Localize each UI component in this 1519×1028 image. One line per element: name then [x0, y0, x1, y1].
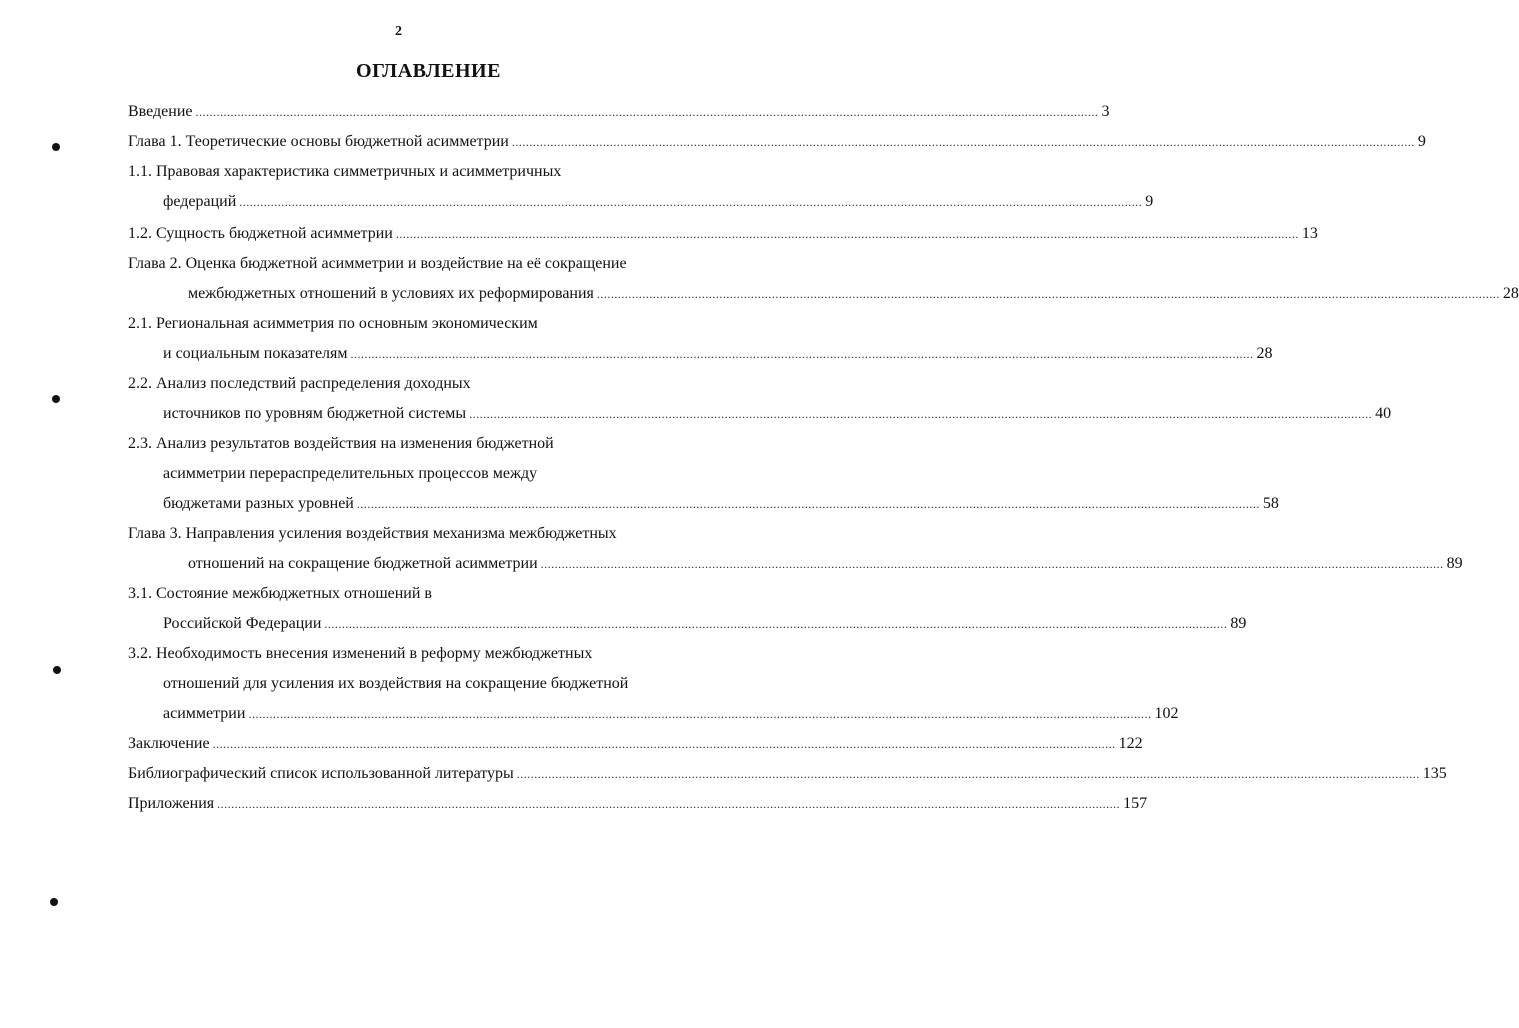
toc-page-number: 122: [1118, 735, 1143, 752]
dot-leader: ..................................................................................................................................................................................................................................................................: [516, 767, 1420, 781]
toc-entry-chapter-3[interactable]: [188, 552, 1463, 576]
toc-entry-section-2-3[interactable]: [163, 492, 1279, 516]
dot-leader: ..................................................................................................................................................................................................................................................................: [324, 617, 1228, 631]
toc-entry-section-3-1[interactable]: [163, 612, 1247, 636]
toc-entry-section-1-2[interactable]: [128, 222, 1318, 246]
toc-entry-text: бюджетами разных уровней: [163, 495, 354, 512]
dot-leader: ..................................................................................................................................................................................................................................................................: [356, 497, 1260, 511]
toc-entry-section-2-1[interactable]: [163, 342, 1273, 366]
dot-leader: ..................................................................................................................................................................................................................................................................: [212, 737, 1116, 751]
toc-entry-introduction[interactable]: [128, 100, 1110, 124]
toc-page-number: 58: [1262, 495, 1279, 512]
toc-entry-chapter-2-line-1: Глава 2. Оценка бюджетной асимметрии и воздействие на её сокращение: [128, 255, 627, 272]
toc-entry-appendices[interactable]: [128, 792, 1148, 816]
dot-leader: ..................................................................................................................................................................................................................................................................: [239, 195, 1143, 209]
toc-entry-section-3-2[interactable]: [163, 702, 1179, 726]
page-number: 2: [395, 24, 402, 39]
toc-entry-2-2-line-1: 2.2. Анализ последствий распределения доходных: [128, 375, 471, 392]
toc-entry-3-2-line-1: 3.2. Необходимость внесения изменений в реформу межбюджетных: [128, 645, 593, 662]
toc-entry-2-3-line-1: 2.3. Анализ результатов воздействия на изменения бюджетной: [128, 435, 554, 452]
toc-entry-section-1-1[interactable]: [163, 190, 1154, 214]
dot-leader: ..................................................................................................................................................................................................................................................................: [540, 557, 1444, 571]
dot-leader: ..................................................................................................................................................................................................................................................................: [350, 347, 1254, 361]
dot-leader: ..................................................................................................................................................................................................................................................................: [248, 707, 1152, 721]
toc-title: [0, 60, 857, 83]
binder-hole-mark: [52, 143, 60, 151]
toc-page-number: 89: [1446, 555, 1463, 572]
toc-entry-text: источников по уровням бюджетной системы: [163, 405, 467, 422]
dot-leader: ..................................................................................................................................................................................................................................................................: [596, 287, 1500, 301]
dot-leader: ..................................................................................................................................................................................................................................................................: [217, 797, 1121, 811]
toc-entry-text: асимметрии: [163, 705, 246, 722]
binder-hole-mark: [53, 666, 61, 674]
toc-title-text: ОГЛАВЛЕНИЕ: [356, 60, 501, 82]
toc-entry-text: межбюджетных отношений в условиях их реформирования: [188, 285, 594, 302]
toc-page-number: 3: [1101, 103, 1110, 120]
dot-leader: ..................................................................................................................................................................................................................................................................: [395, 227, 1299, 241]
toc-page-number: 40: [1375, 405, 1392, 422]
toc-entry-bibliography[interactable]: [128, 762, 1447, 786]
toc-entry-text: Приложения: [128, 795, 215, 812]
binder-hole-mark: [50, 898, 58, 906]
toc-entry-1-1-line-1: 1.1. Правовая характеристика симметричных и асимметричных: [128, 163, 562, 180]
toc-page-number: 135: [1422, 765, 1447, 782]
toc-entry-conclusion[interactable]: [128, 732, 1143, 756]
toc-entry-chapter-1[interactable]: [128, 130, 1426, 154]
toc-entry-chapter-2[interactable]: [188, 282, 1519, 306]
toc-page-number: 9: [1145, 193, 1154, 210]
binder-hole-mark: [52, 395, 60, 403]
toc-entry-text: отношений на сокращение бюджетной асимметрии: [188, 555, 538, 572]
toc-entry-section-2-2[interactable]: [163, 402, 1392, 426]
toc-entry-text: и социальным показателям: [163, 345, 348, 362]
toc-page-number: 28: [1256, 345, 1273, 362]
dot-leader: ..................................................................................................................................................................................................................................................................: [469, 407, 1373, 421]
toc-entry-text: Библиографический список использованной литературы: [128, 765, 514, 782]
toc-entry-text: Российской Федерации: [163, 615, 322, 632]
toc-page-number: 89: [1230, 615, 1247, 632]
toc-entry-text: 1.2. Сущность бюджетной асимметрии: [128, 225, 393, 242]
toc-entry-text: федераций: [163, 193, 237, 210]
toc-entry-text: Глава 1. Теоретические основы бюджетной асимметрии: [128, 133, 509, 150]
toc-entry-chapter-3-line-1: Глава 3. Направления усиления воздействия механизма межбюджетных: [128, 525, 617, 542]
toc-entry-3-2-line-2: отношений для усиления их воздействия на сокращение бюджетной: [163, 675, 629, 692]
toc-entry-3-1-line-1: 3.1. Состояние межбюджетных отношений в: [128, 585, 432, 602]
toc-entry-2-1-line-1: 2.1. Региональная асимметрия по основным экономическим: [128, 315, 538, 332]
dot-leader: ..................................................................................................................................................................................................................................................................: [195, 105, 1099, 119]
toc-entry-2-3-line-2: асимметрии перераспределительных процессов между: [163, 465, 538, 482]
toc-entry-text: Введение: [128, 103, 193, 120]
toc-page-number: 9: [1417, 133, 1426, 150]
toc-page-number: 28: [1502, 285, 1519, 302]
toc-page-number: 13: [1301, 225, 1318, 242]
toc-entry-text: Заключение: [128, 735, 210, 752]
toc-page-number: 157: [1123, 795, 1148, 812]
toc-page-number: 102: [1154, 705, 1179, 722]
dot-leader: ..................................................................................................................................................................................................................................................................: [511, 135, 1415, 149]
